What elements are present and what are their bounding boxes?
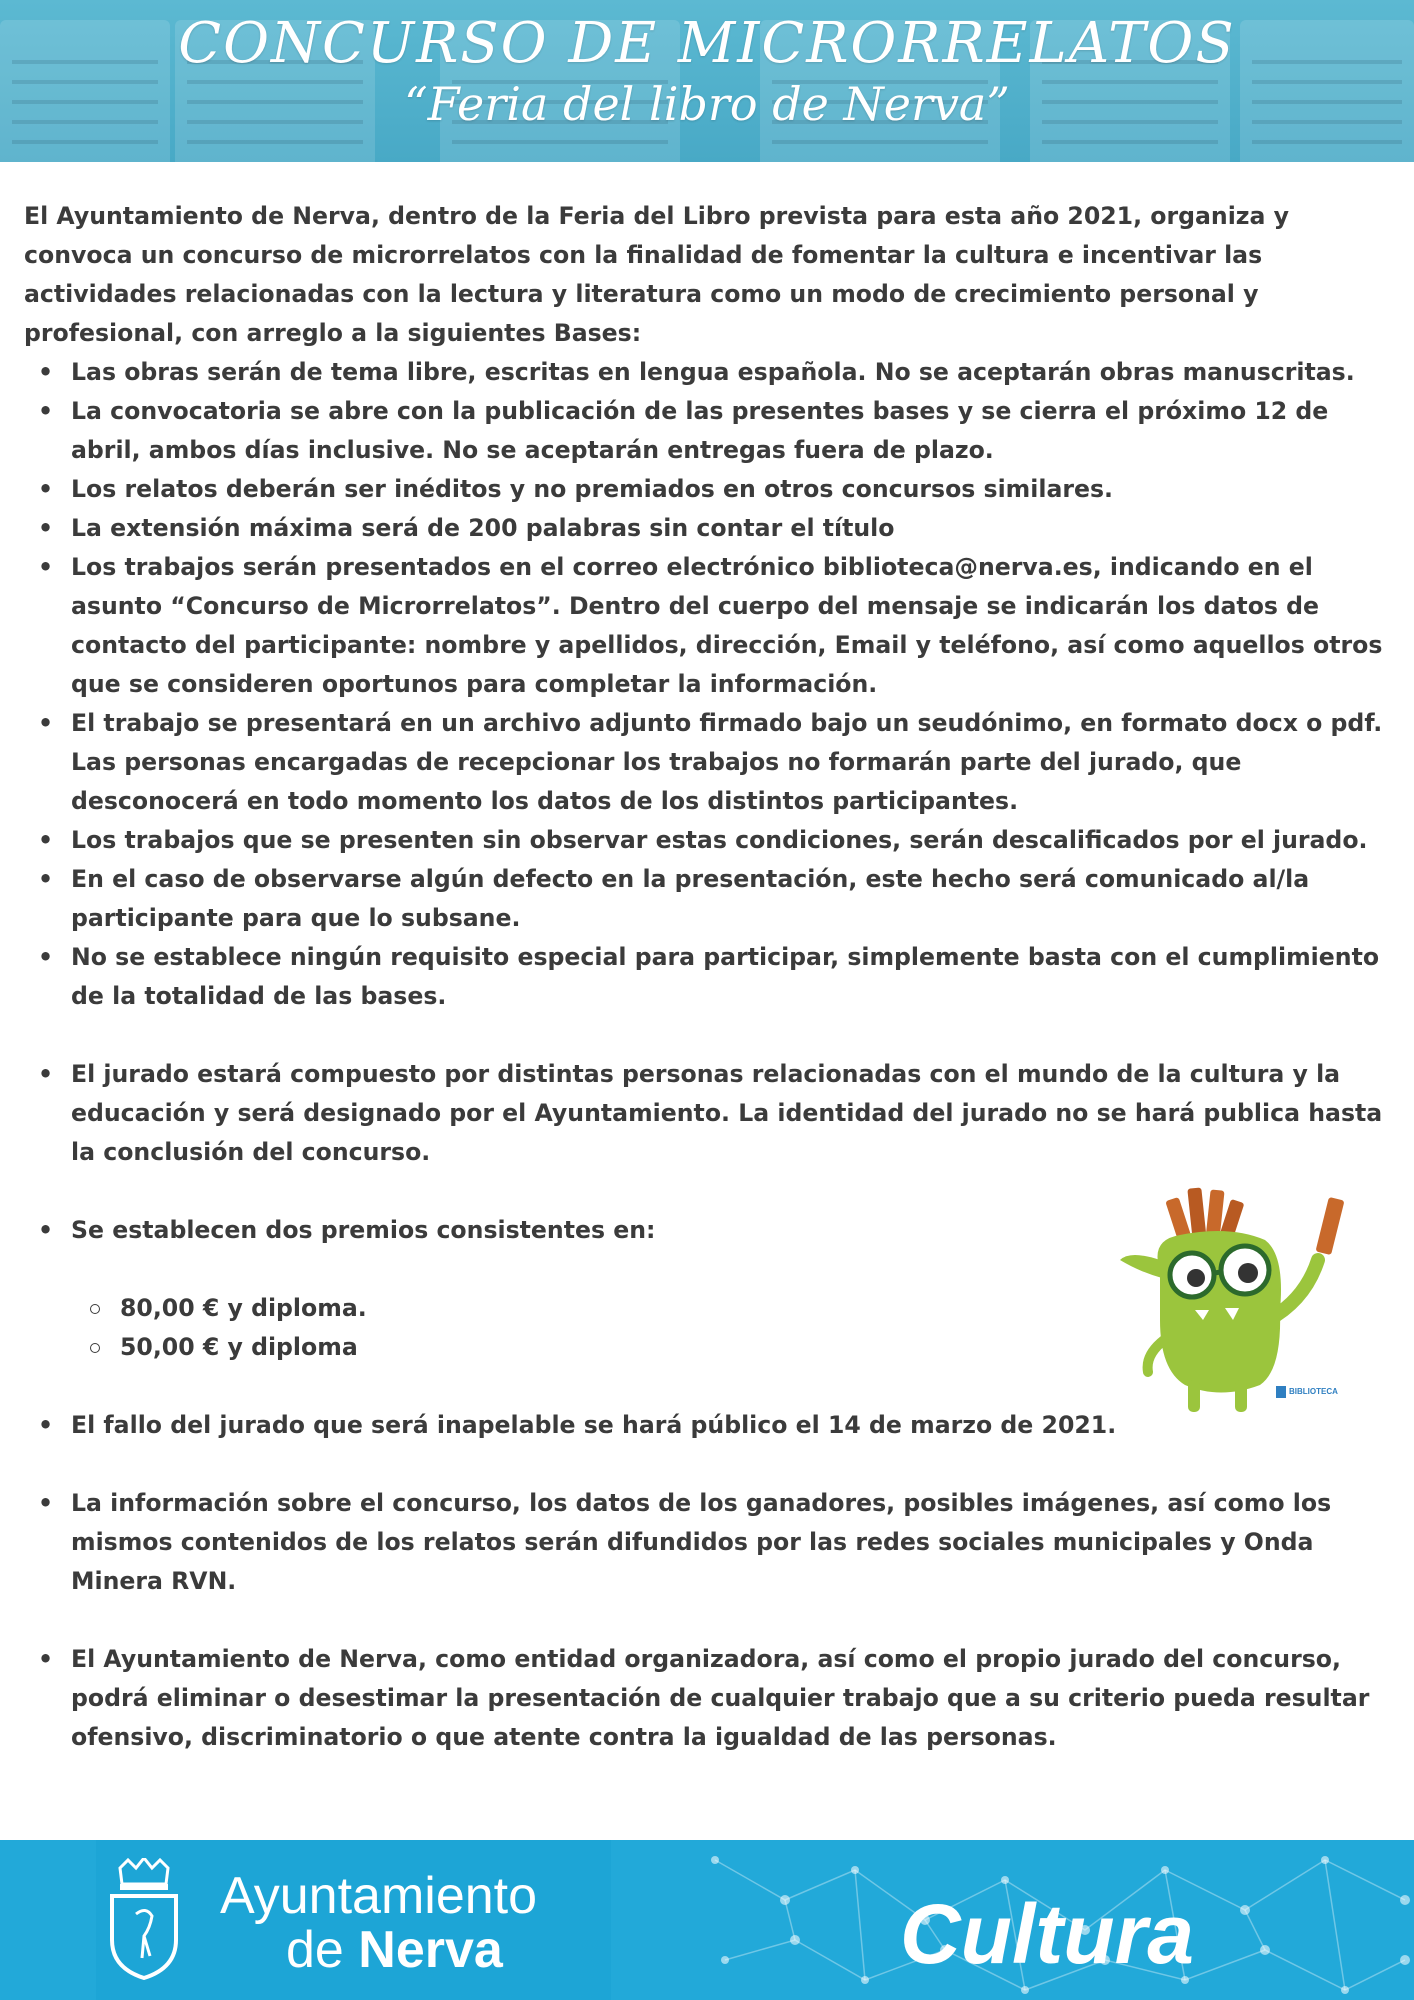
list-item: • En el caso de observarse algún defecto en la presentación, este hecho será comunicado al/la participante para que lo subsane. (24, 860, 1388, 938)
difusion-item: • La información sobre el concurso, los datos de los ganadores, posibles imágenes, así como los mismos contenidos de los relatos serán difundidos por las redes sociales municipales y Onda Minera RVN. (24, 1484, 1388, 1601)
library-badge-text: BIBLIOTECA (1289, 1387, 1338, 1396)
page-subtitle: “Feria del libro de Nerva” (404, 77, 1010, 131)
library-monster-mascot-illustration (1100, 1180, 1360, 1440)
list-item: • Los trabajos serán presentados en el correo electrónico biblioteca@nerva.es, indicando en el asunto “Concurso de Microrrelatos”. Dentro del cuerpo del mensaje se indicarán los datos de contacto del participante: nombre y apellidos, dirección, Email y teléfono, así como aquellos otros que se consideren oportunos para completar la información. (24, 548, 1388, 704)
footer-banner (0, 1840, 1414, 2000)
page-title: CONCURSO DE MICRORRELATOS (178, 11, 1236, 76)
list-item: • Los trabajos que se presenten sin observar estas condiciones, serán descalificados por el jurado. (24, 821, 1388, 860)
document-body (24, 197, 1388, 1757)
list-item: • La convocatoria se abre con la publicación de las presentes bases y se cierra el próximo 12 de abril, ambos días inclusive. No se aceptarán entregas fuera de plazo. (24, 392, 1388, 470)
header-banner (0, 0, 1414, 162)
list-item: • No se establece ningún requisito especial para participar, simplemente basta con el cumplimiento de la totalidad de las bases. (24, 938, 1388, 1016)
coat-of-arms-icon (106, 1858, 182, 1980)
bases-list (24, 353, 1388, 1016)
intro-paragraph: El Ayuntamiento de Nerva, dentro de la Feria del Libro prevista para esta año 2021, organiza y convoca un concurso de microrrelatos con la finalidad de fomentar la cultura e incentivar las actividades relacionadas con la lectura y literatura como un modo de crecimiento personal y profesional, con arreglo a la siguientes Bases: (24, 202, 1290, 347)
ayuntamiento-name-line2: de Nerva (286, 1921, 503, 1979)
premios-intro-item: • Se establecen dos premios consistentes en: (24, 1211, 1388, 1250)
cultura-wordmark: Cultura (900, 1887, 1194, 1981)
prize-item: 80,00 € y diploma. (24, 1289, 1388, 1328)
eliminacion-item: • El Ayuntamiento de Nerva, como entidad organizadora, así como el propio jurado del concurso, podrá eliminar o desestimar la presentación de cualquier trabajo que a su criterio pueda resultar ofensivo, discriminatorio o que atente contra la igualdad de las personas. (24, 1640, 1388, 1757)
list-item: • Los relatos deberán ser inéditos y no premiados en otros concursos similares. (24, 470, 1388, 509)
prize-item: 50,00 € y diploma (24, 1328, 1388, 1367)
fallo-item: • El fallo del jurado que será inapelable se hará público el 14 de marzo de 2021. (24, 1406, 1388, 1445)
list-item: • La extensión máxima será de 200 palabras sin contar el título (24, 509, 1388, 548)
ayuntamiento-name-line1: Ayuntamiento (220, 1867, 538, 1925)
list-item: • El trabajo se presentará en un archivo adjunto firmado bajo un seudónimo, en formato docx o pdf. Las personas encargadas de recepcionar los trabajos no formarán parte del jurado, que desconocerá en todo momento los datos de los distintos participantes. (24, 704, 1388, 821)
library-logo-icon (1276, 1386, 1286, 1398)
jurado-item: • El jurado estará compuesto por distintas personas relacionadas con el mundo de la cultura y la educación y será designado por el Ayuntamiento. La identidad del jurado no se hará publica hasta la conclusión del concurso. (24, 1055, 1388, 1172)
raised-book-icon (1315, 1197, 1344, 1255)
list-item: • Las obras serán de tema libre, escritas en lengua española. No se aceptarán obras manuscritas. (24, 353, 1388, 392)
